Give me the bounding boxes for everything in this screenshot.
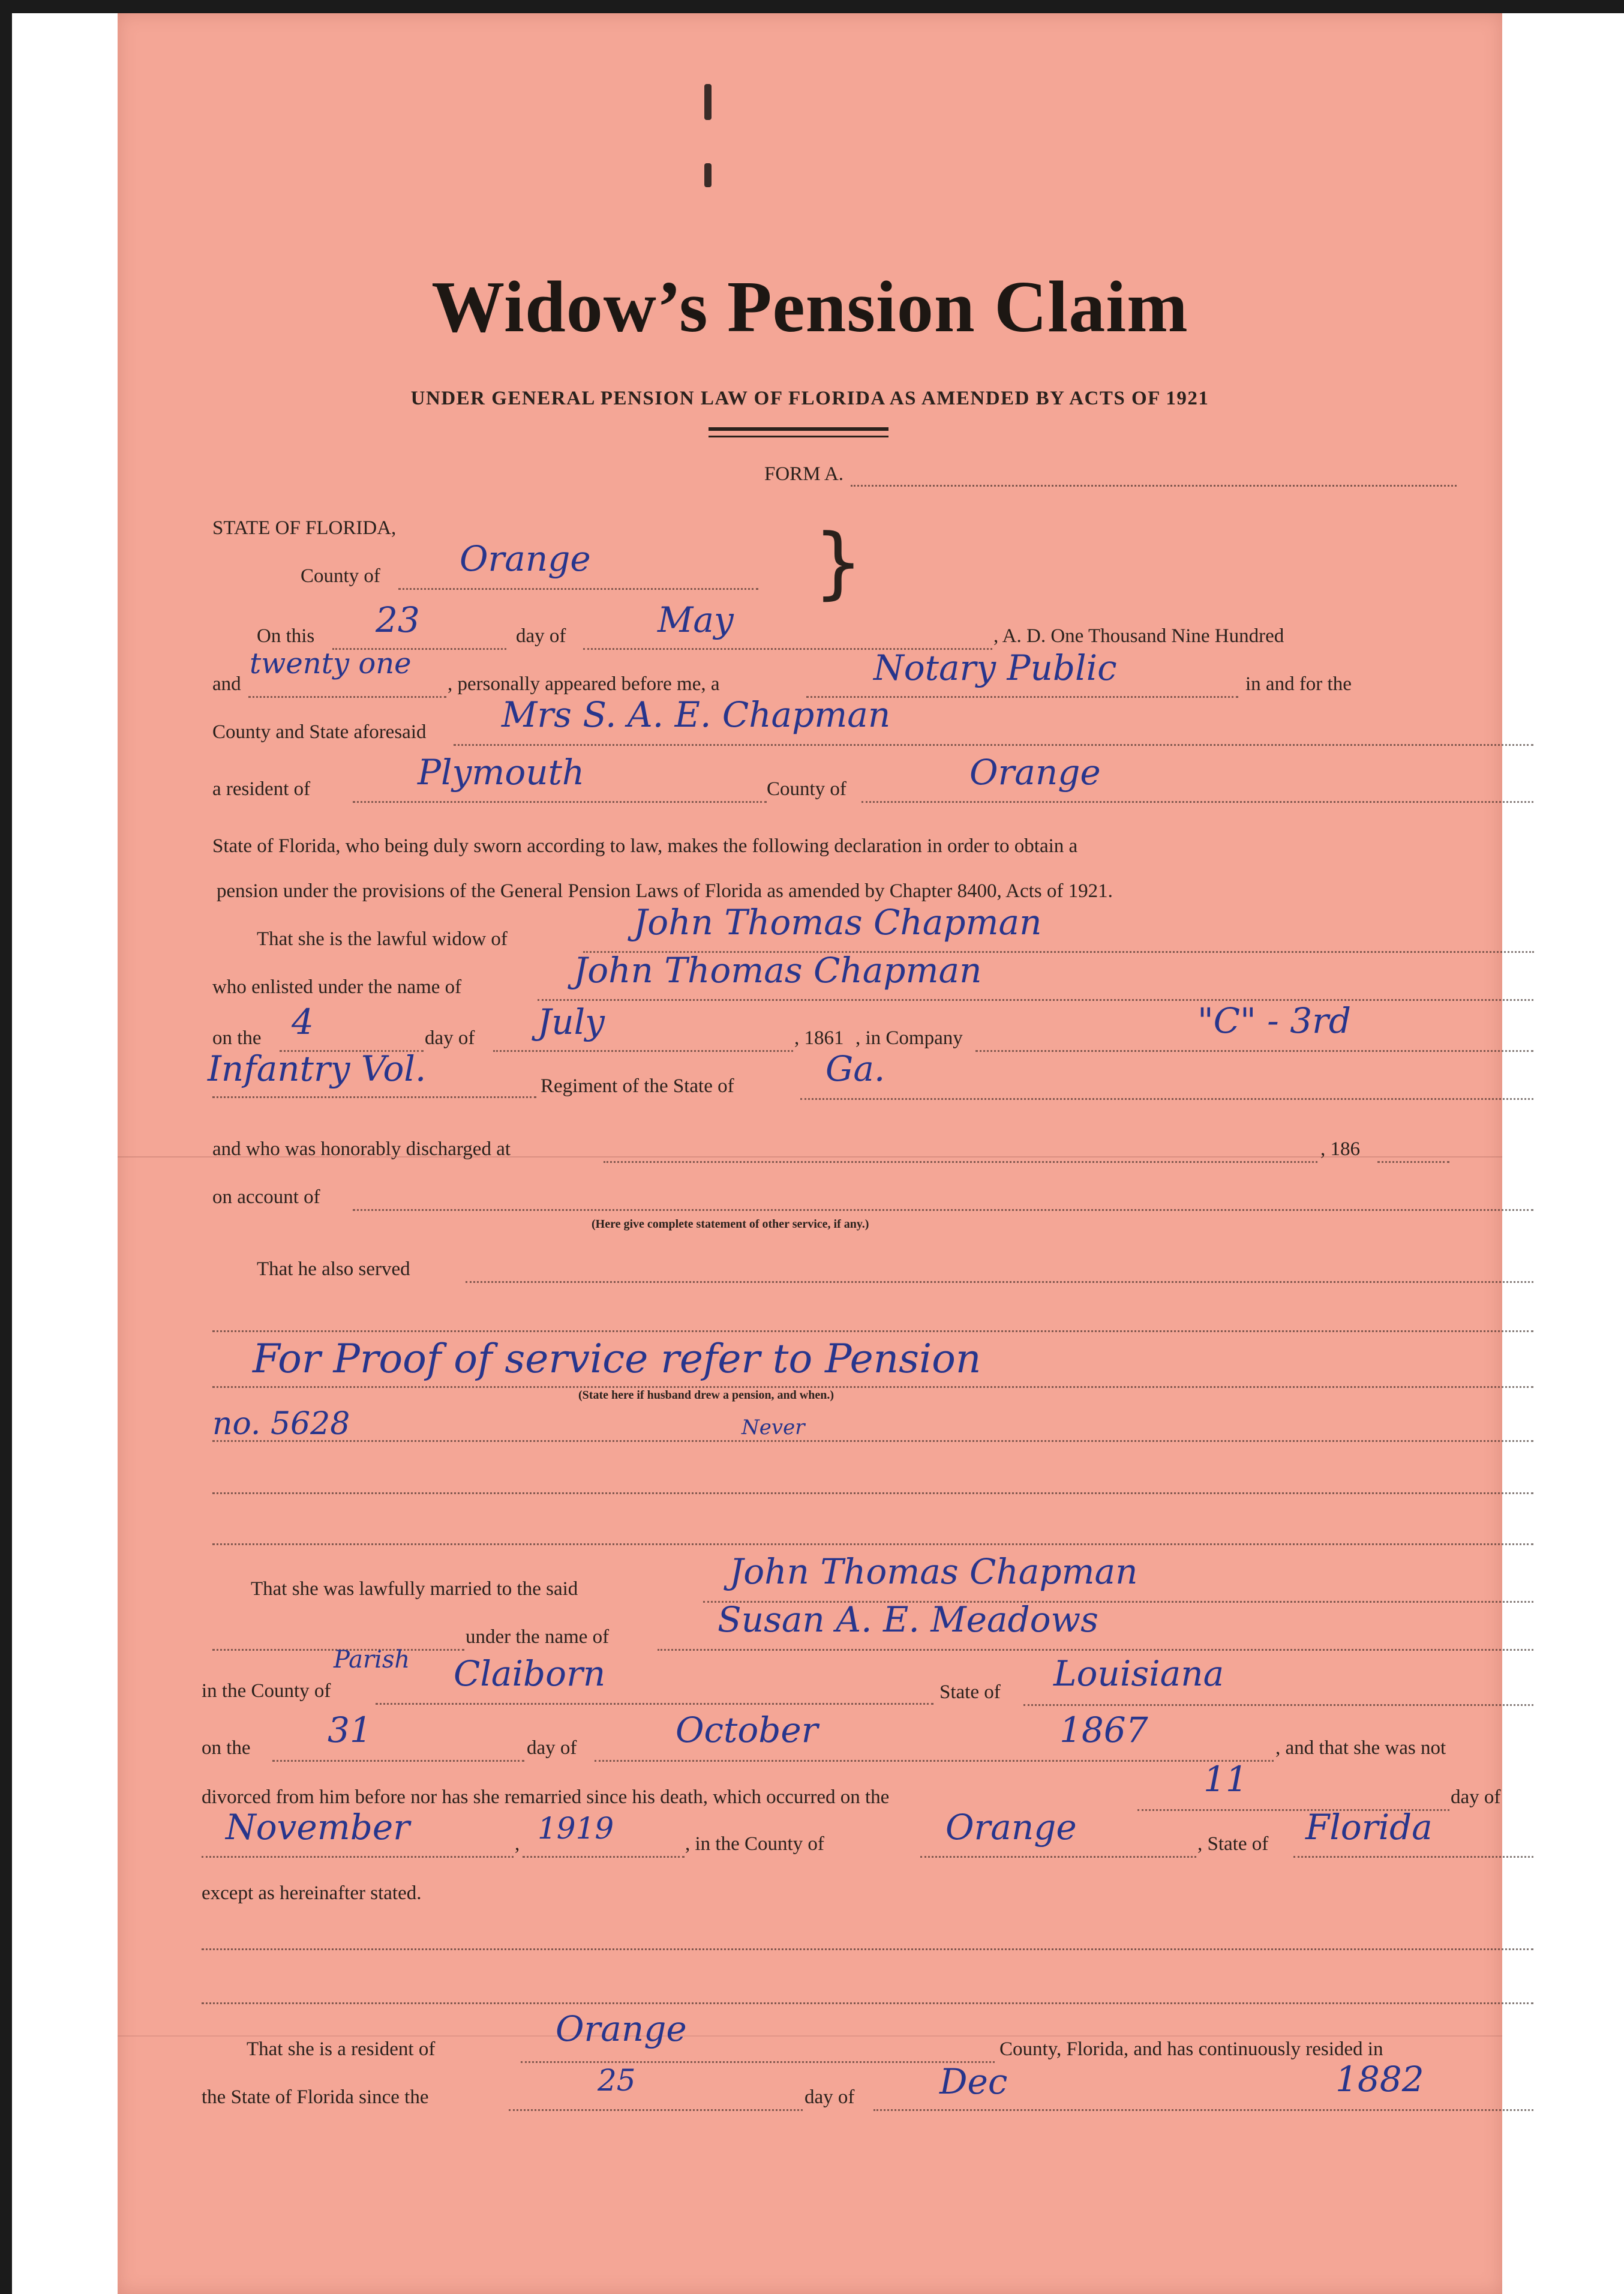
- also-served-label: That he also served: [257, 1258, 410, 1280]
- day-of-label-5: day of: [805, 2086, 855, 2108]
- state-of-label-2: , State of: [1197, 1833, 1269, 1855]
- marriage-state-entry: Louisiana: [1053, 1653, 1224, 1694]
- service-line-6: [212, 1543, 1533, 1545]
- resident-county-entry: Orange: [556, 2008, 687, 2049]
- since-day-entry: 25: [598, 2063, 636, 2098]
- blank-line-2: [202, 2002, 1533, 2004]
- proof-entry-2: no. 5628: [212, 1406, 350, 1442]
- residence-line: [353, 801, 767, 803]
- marriage-day-entry: 31: [328, 1710, 372, 1750]
- ad-label: , A. D. One Thousand Nine Hundred: [993, 625, 1284, 647]
- husband-entry: John Thomas Chapman: [730, 1551, 1138, 1592]
- service-line-4: [212, 1440, 1533, 1442]
- maiden-name-entry: Susan A. E. Meadows: [718, 1599, 1098, 1640]
- death-county-line: [920, 1856, 1196, 1858]
- on-the-label: on the: [212, 1027, 262, 1049]
- not-divorced-label: , and that she was not: [1275, 1737, 1446, 1759]
- title-rule: [709, 436, 888, 437]
- discharged-label: and who was honorably discharged at: [212, 1138, 511, 1160]
- death-state-entry: Florida: [1305, 1807, 1433, 1848]
- county-entry: Orange: [460, 538, 591, 579]
- on-the-label-2: on the: [202, 1737, 251, 1759]
- company-label: , in Company: [855, 1027, 963, 1049]
- since-year-entry: 1882: [1335, 2059, 1424, 2100]
- death-county-entry: Orange: [945, 1807, 1077, 1848]
- on-account-label: on account of: [212, 1186, 320, 1208]
- death-month-line: [202, 1856, 514, 1858]
- claimant-entry: Mrs S. A. E. Chapman: [502, 694, 891, 735]
- blank-line-1: [202, 1948, 1533, 1950]
- state-heading: STATE OF FLORIDA,: [212, 517, 397, 539]
- year-1861-label: , 1861: [794, 1027, 844, 1049]
- declaration-text-1: State of Florida, who being duly sworn according to law, makes the following declaration in order to obtain a: [212, 835, 1078, 857]
- parish-entry: Parish: [334, 1646, 410, 1674]
- official-entry: Notary Public: [873, 647, 1117, 688]
- regiment-entry: Infantry Vol.: [208, 1048, 427, 1089]
- proof-entry-1: For Proof of service refer to Pension: [253, 1336, 981, 1382]
- year-words-line: [248, 696, 446, 698]
- divorced-label: divorced from him before nor has she remarried since his death, which occurred on the: [202, 1786, 890, 1808]
- regiment-label: Regiment of the State of: [541, 1075, 734, 1097]
- maiden-name-line: [658, 1649, 1533, 1651]
- county-label: County of: [301, 565, 380, 587]
- enlist-day-entry: 4: [292, 1001, 314, 1042]
- company-line: [975, 1050, 1533, 1052]
- appeared-label: , personally appeared before me, a: [448, 673, 720, 695]
- comma-label: ,: [515, 1833, 520, 1855]
- residence-entry: Plymouth: [418, 752, 585, 793]
- year-186-line: [1377, 1161, 1449, 1163]
- since-label: the State of Florida since the: [202, 2086, 429, 2108]
- county-florida-label: County, Florida, and has continuously resided in: [999, 2038, 1383, 2060]
- enlist-month-entry: July: [538, 1001, 605, 1042]
- county-line: [398, 588, 758, 590]
- never-entry: Never: [742, 1416, 805, 1440]
- service-line-3: [212, 1386, 1533, 1388]
- regiment-line: [212, 1096, 536, 1098]
- death-year-entry: 1919: [538, 1811, 614, 1846]
- death-year-line: [523, 1856, 685, 1858]
- staple-mark: [704, 84, 712, 120]
- state-line: [800, 1098, 1533, 1100]
- under-name-label: under the name of: [466, 1626, 610, 1648]
- except-label: except as hereinafter stated.: [202, 1882, 422, 1904]
- enlisted-line: [538, 999, 1533, 1001]
- widow-of-entry: John Thomas Chapman: [634, 902, 1042, 943]
- scan-border-left: [0, 0, 12, 2294]
- form-label-line: [851, 485, 1457, 487]
- title-rule: [709, 427, 888, 431]
- brace: }: [813, 517, 863, 608]
- pension-note: (State here if husband drew a pension, and when.): [578, 1389, 834, 1402]
- enlist-month-line: [493, 1050, 793, 1052]
- service-line-2: [212, 1330, 1533, 1332]
- claimant-line: [454, 744, 1533, 746]
- enlisted-entry: John Thomas Chapman: [574, 950, 982, 991]
- also-served-line: [466, 1281, 1533, 1283]
- form-title: Widow’s Pension Claim: [431, 266, 1188, 347]
- year-words-entry: twenty one: [250, 647, 412, 680]
- marriage-day-line: [272, 1760, 524, 1762]
- residence-county-line: [861, 801, 1533, 803]
- year-186-label: , 186: [1320, 1138, 1360, 1160]
- in-the-county-label: , in the County of: [685, 1833, 824, 1855]
- and-label: and: [212, 673, 241, 695]
- company-entry: "C" - 3rd: [1197, 1000, 1351, 1041]
- state-entry: Ga.: [825, 1048, 885, 1089]
- other-service-note: (Here give complete statement of other service, if any.): [592, 1218, 869, 1231]
- residence-county-entry: Orange: [969, 752, 1101, 793]
- resident-of-label: That she is a resident of: [247, 2038, 436, 2060]
- since-day-line: [509, 2109, 803, 2111]
- resident-county-line: [521, 2061, 995, 2063]
- scan-border-top: [0, 0, 1624, 13]
- since-month-entry: Dec: [939, 2061, 1008, 2102]
- on-this-label: On this: [257, 625, 315, 647]
- form-sheet: [118, 13, 1502, 2294]
- form-subtitle: UNDER GENERAL PENSION LAW OF FLORIDA AS AMENDED BY ACTS OF 1921: [410, 388, 1209, 409]
- marriage-county-line: [376, 1703, 933, 1705]
- fold-crease-lower: [118, 2035, 1502, 2037]
- since-month-line: [873, 2109, 1533, 2111]
- marriage-month-entry: October: [676, 1710, 818, 1750]
- day-of-label: day of: [516, 625, 566, 647]
- discharged-line: [604, 1161, 1317, 1163]
- on-account-line: [353, 1209, 1533, 1211]
- marriage-state-line: [1023, 1704, 1533, 1706]
- month-entry: May: [658, 599, 734, 640]
- bleed-through-text: [214, 187, 1413, 211]
- in-and-for-label: in and for the: [1245, 673, 1352, 695]
- aforesaid-label: County and State aforesaid: [212, 721, 427, 743]
- death-month-entry: November: [226, 1807, 410, 1848]
- death-day-entry: 11: [1203, 1759, 1248, 1800]
- enlisted-label: who enlisted under the name of: [212, 976, 462, 998]
- widow-of-label: That she is the lawful widow of: [257, 928, 508, 950]
- married-label: That she was lawfully married to the said: [251, 1578, 578, 1600]
- state-of-label: State of: [939, 1681, 1001, 1703]
- day-entry: 23: [376, 599, 420, 640]
- resident-label: a resident of: [212, 778, 311, 800]
- day-of-label-4: day of: [1451, 1786, 1501, 1808]
- marriage-county-entry: Claiborn: [454, 1653, 606, 1694]
- day-of-label-2: day of: [425, 1027, 475, 1049]
- staple-mark: [704, 163, 712, 187]
- service-line-5: [212, 1492, 1533, 1494]
- death-state-line: [1293, 1856, 1533, 1858]
- form-label: FORM A.: [764, 463, 844, 485]
- marriage-year-entry: 1867: [1059, 1710, 1148, 1750]
- marriage-month-line: [595, 1760, 1274, 1762]
- county-of-label-2: County of: [767, 778, 846, 800]
- day-of-label-3: day of: [527, 1737, 577, 1759]
- declaration-text-2: pension under the provisions of the General Pension Laws of Florida as amended by Chapter 8400, Acts of 1921.: [217, 880, 1113, 902]
- in-county-label: in the County of: [202, 1680, 331, 1702]
